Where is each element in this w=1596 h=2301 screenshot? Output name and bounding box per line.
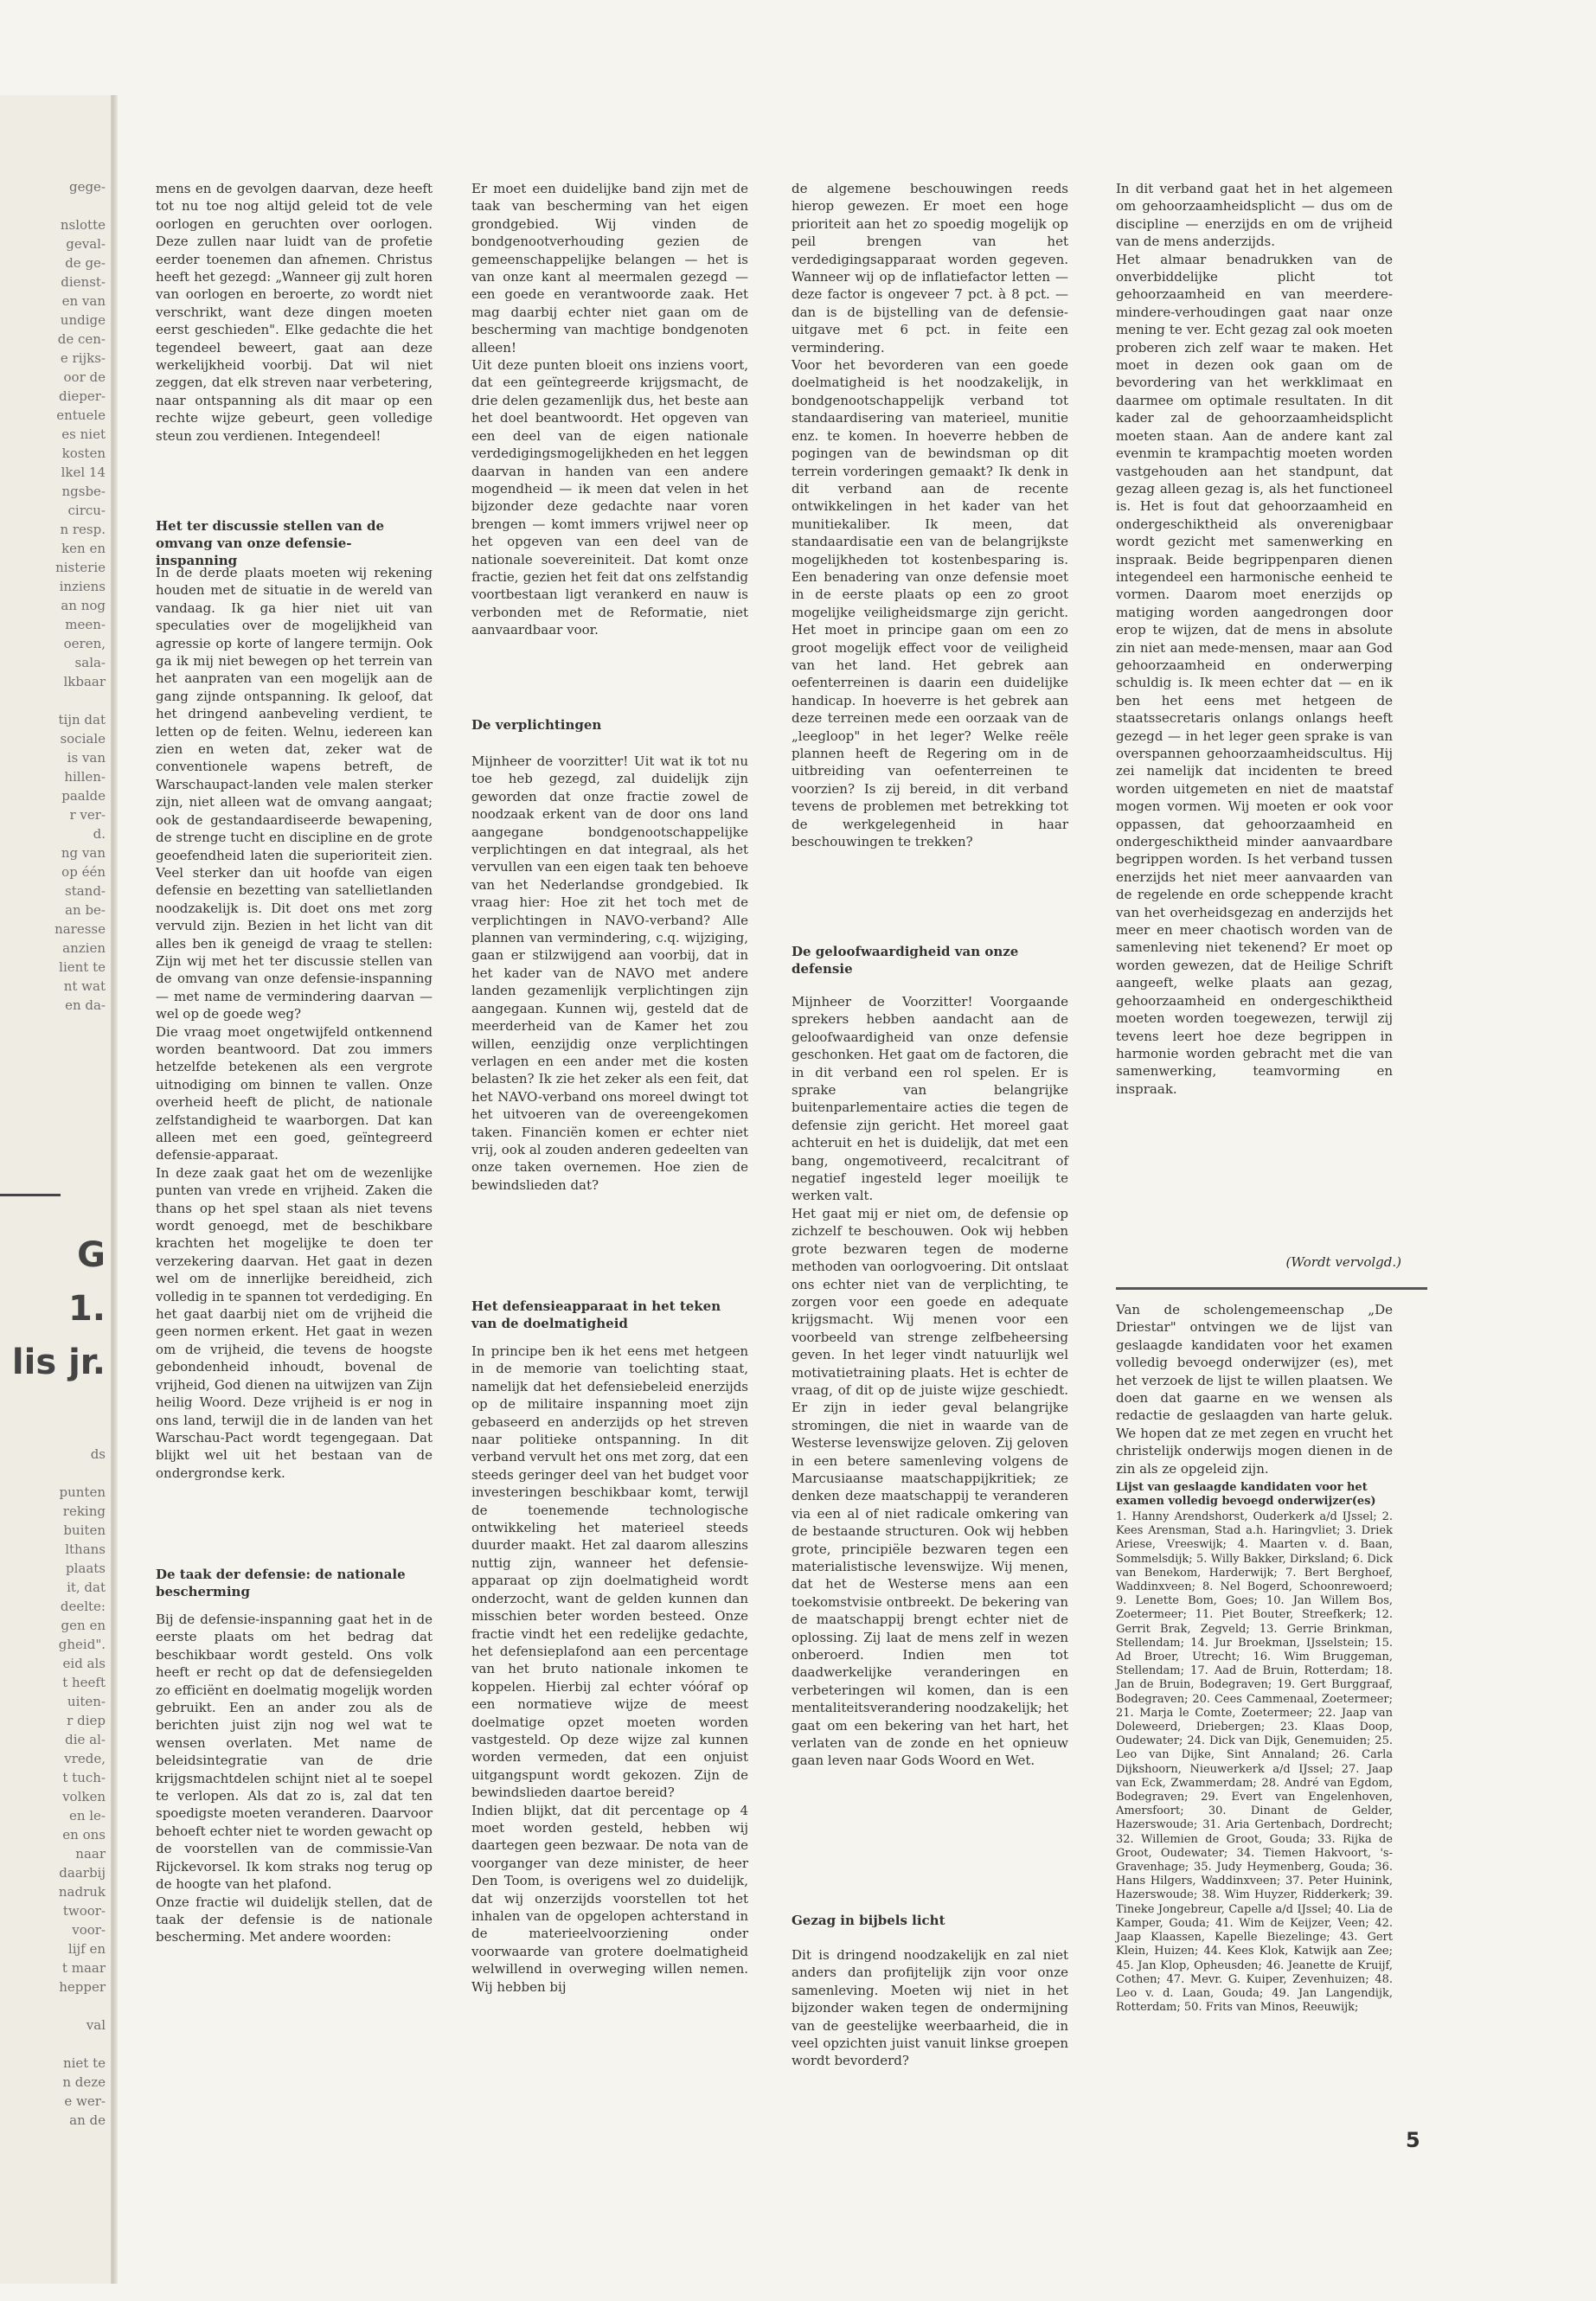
- previous-page-edge: [0, 95, 112, 2284]
- column-4-announcement: Van de scholengemeenschap „De Driestar" ontvingen we de lijst van geslaagde kandidaten voor het examen volledig bevoegd onderwijzer (es), met het verzoek de lijst te willen plaatsen. We doen dat gaarne en we wensen als redactie de geslaagden van harte geluk. We hopen dat ze met zegen en vrucht het christelijk onderwijs mogen dienen in de zin als ze opgeleid zijn.: [1116, 1302, 1393, 1477]
- column-3-paragraph-1: de algemene beschouwingen reeds hierop gewezen. Er moet een hoge prioriteit aan het zo spoedig mogelijk op peil brengen van het verdedigingsapparaat worden gegeven. Wanneer wij op de inflatiefactor letten — deze factor is ongeveer 7 pct. à 8 pct. — dan is de bijstelling van de defensie-uitgave met 6 pct. in feite een vermindering. Voor het bevorderen van een goede doelmatigheid is het noodzakelijk, in bondgenootschappelijk verband tot standaardisering van materieel, munitie enz. te komen. In hoeverre hebben de pogingen van de bewindsman op dit terrein vorderingen gemaakt? Ik denk in dit verband aan de recente ontwikkelingen in het kader van het munitiekaliber. Ik meen, dat standaardisatie een van de belangrijkste mogelijkheden tot kostenbesparing is. Een benadering van onze defensie moet in de eerste plaats op een zo groot mogelijke veiligheidsmarge zijn gericht. Het moet in principe gaan om een zo groot mogelijk effect voor de veiligheid van het land. Het gebrek aan oefenterreinen is daarin een duidelijke handicap. In hoeverre is het gebrek aan deze terreinen mede een oorzaak van de „leegloop" in het leger? Welke reële plannen heeft de Regering om in de uitbreiding van oefenterreinen te voorzien? Is zij bereid, in dit verband tevens de problemen met betrekking tot de werkgelegenheid in haar beschouwingen te trekken?: [792, 181, 1068, 850]
- column-2-heading-2: Het defensieapparaat in het teken van de doelmatigheid: [471, 1298, 721, 1331]
- column-1-heading-2: De taak der defensie: de nationale bescherming: [156, 1567, 406, 1599]
- previous-page-fragments: gege- nslotte geval- de ge- dienst- en van undige de cen- e rijks- oor de dieper- entuele es niet kosten lkel 14 ngsbe- circu- n resp. ken en nisterie inziens an nog meen- oeren, sala- lkbaar tijn dat sociale is van hillen- paalde r ver- d. ng van op één stand- an be- naresse anzien lient te nt wat en da-: [54, 179, 106, 1013]
- column-1-paragraph-1: mens en de gevolgen daarvan, deze heeft tot nu toe nog altijd geleid tot de vele oorlogen en geruchten over oorlogen. Deze zullen naar luidt van de profetie eerder toenemen dan afnemen. Christus heeft het gezegd: „Wanneer gij zult horen van oorlogen en beroerte, zo wordt niet verschrikt, want deze dingen moeten eerst geschieden". Elke gedachte die het tegendeel beweert, gaat aan deze werkelijkheid voorbij. Dat wil niet zeggen, dat elk streven naar verbetering, naar ontspanning als dit maar op een rechte wijze gebeurt, geen volledige steun zou verdienen. Integendeel!: [156, 181, 433, 444]
- column-3-paragraph-3: Dit is dringend noodzakelijk en zal niet anders dan profijtelijk zijn voor onze samenleving. Moeten wij niet in het bijzonder waken tegen de ondermijning van de geestelijke weerbaarheid, die in veel opzichten juist vanuit linkse groepen wordt bevorderd?: [792, 1947, 1068, 2069]
- continued-note: (Wordt vervolgd.): [1285, 1254, 1401, 1270]
- column-2-heading-1: De verplichtingen: [471, 717, 602, 733]
- column-3-heading-1: De geloofwaardigheid van onze defensie: [792, 944, 1019, 977]
- column-1-paragraph-3: Bij de defensie-inspanning gaat het in de eerste plaats om het bedrag dat beschikbaar wordt gesteld. Ons volk heeft er recht op dat de defensiegelden zo efficiënt en doelmatig mogelijk worden gebruikt. Een an ander zou als de berichten juist zijn nog wel wat te wensen overlaten. Met name de beleidsintegratie van de drie krijgsmachtdelen schijnt niet al te soepel te verlopen. Als dat zo is, zal dat ten spoedigste moeten veranderen. Daarvoor behoeft echter niet te worden gewacht op de voorstellen van de commissie-Van Rijckevorsel. Ik kom straks nog terug op de hoogte van het plafond. Onze fractie wil duidelijk stellen, dat de taak der defensie is de nationale bescherming. Met andere woorden:: [156, 1612, 433, 1945]
- column-4-divider: [1116, 1287, 1427, 1290]
- previous-page-title-fragments: G 1. lis jr.: [11, 1235, 106, 1382]
- column-3-heading-2: Gezag in bijbels licht: [792, 1913, 945, 1928]
- column-1-paragraph-2: In de derde plaats moeten wij rekening houden met de situatie in de wereld van vandaag. Ik ga hier niet uit van speculaties over de mogelijkheid van agressie op korte of langere termijn. Ook ga ik mij niet bewegen op het terrein van het aanpraten van een mogelijk aan de gang zijnde ontspanning. Ik geloof, dat het dringend aanbeveling verdient, te letten op de feiten. Welnu, iedereen kan zien en weten dat, zeker wat de conventionele wapens betreft, de Warschaupact-landen vele malen sterker zijn, niet alleen wat de omvang aangaat; ook de gestandaardiseerde bewapening, de strenge tucht en discipline en de grote geoefendheid laten die superioriteit zien. Veel sterker dan uit hoofde van eigen defensie en bezetting van satellietlanden noodzakelijk is. Dit doet ons met zorg vervuld zijn. Bezien in het licht van dit alles ben ik geneigd de vraag te stellen: Zijn wij met het ter discussie stellen van de omvang van onze defensie-inspanning — met name de vermindering daarvan — wel op de goede weg? Die vraag moet ongetwijfeld ontkennend worden beantwoord. Dat zou immers hetzelfde betekenen als een vergrote uitnodiging om binnen te vallen. Onze overheid heeft de plicht, de nationale zelfstandigheid te waarborgen. Dat kan alleen met een goed, geïntegreerd defensie-apparaat. In deze zaak gaat het om de wezenlijke punten van vrede en vrijheid. Zaken die thans op het spel staan als niet tevens wordt genoegd, met de beschikbare krachten het mogelijke te doen ter verzekering daarvan. Het gaat in dezen wel om de innerlijke bereidheid, zich volledig in te spannen tot verdediging. En het gaat daarbij niet om de vrijheid die geen normen erkent. Het gaat in wezen om de vrijheid, die tevens de hoogste gebondenheid inhoudt, bovenal de vrijheid, God dienen na uitwijzen van Zijn heilig Woord. Deze vrijheid is er nog in ons land, terwijl die in de landen van het Warschau-Pact wordt tegengegaan. Dat blijkt wel uit het bestaan van de ondergrondse kerk.: [156, 565, 433, 1481]
- column-2-paragraph-2: Mijnheer de voorzitter! Uit wat ik tot nu toe heb gezegd, zal duidelijk zijn geworden dat onze fractie zowel de noodzaak erkent van de door ons land aangegane bondgenootschappelijke verplichtingen en dat integraal, als het vervullen van een eigen taak ten behoeve van het Nederlandse grondgebied. Ik vraag hier: Hoe zit het toch met de verplichtingen in NAVO-verband? Alle plannen van vermindering, c.q. wijziging, gaan er stilzwijgend aan voorbij, dat in het kader van de NAVO met andere landen gezamenlijk verplichtingen zijn aangegaan. Kunnen wij, gesteld dat de meerderheid van de Kamer het zou willen, eenzijdig onze verplichtingen verlagen en een ander met die kosten belasten? Ik zie het zeker als een feit, dat het NAVO-verband ons moreel dwingt tot het uitvoeren van de overeengekomen taken. Financiën komen er echter niet vrij, ook al zouden anderen gedeelten van onze taken overnemen. Hoe zien de bewindslieden dat?: [471, 753, 748, 1193]
- graduates-list: 1. Hanny Arendshorst, Ouderkerk a/d IJssel; 2. Kees Arensman, Stad a.h. Haringvliet; 3. Driek Ariese, Vreeswijk; 4. Maarten v. d. Baan, Sommelsdijk; 5. Willy Bakker, Dirksland; 6. Dick van Benekom, Harderwijk; 7. Bert Berghoef, Waddinxveen; 8. Nel Bogerd, Schoonrewoerd; 9. Lenette Bom, Goes; 10. Jan Willem Bos, Zoetermeer; 11. Piet Bouter, Streefkerk; 12. Gerrit Brak, Zegveld; 13. Gerrie Brinkman, Stellendam; 14. Jur Broekman, IJsselstein; 15. Ad Broer, Utrecht; 16. Wim Bruggeman, Stellendam; 17. Aad de Bruin, Rotterdam; 18. Jan de Bruin, Bodegraven; 19. Gert Burggraaf, Bodegraven; 20. Cees Cammenaal, Zoetermeer; 21. Marja le Comte, Zoetermeer; 22. Jaap van Doleweerd, Driebergen; 23. Klaas Doop, Oudewater; 24. Dick van Dijk, Genemuiden; 25. Leo van Dijke, Sint Annaland; 26. Carla Dijkshoorn, Nieuwerkerk a/d IJssel; 27. Jaap van Eck, Zwammerdam; 28. André van Egdom, Bodegraven; 29. Evert van Engelenhoven, Amersfoort; 30. Dinant de Gelder, Hazerswoude; 31. Aria Gertenbach, Dordrecht; 32. Willemien de Groot, Gouda; 33. Rijka de Groot, Oudewater; 34. Tiemen Hakvoort, 's-Gravenhage; 35. Judy Heymenberg, Gouda; 36. Hans Hilgers, Waddinxveen; 37. Peter Huinink, Hazerswoude; 38. Wim Huyzer, Ridderkerk; 39. Tineke Jongebreur, Capelle a/d IJssel; 40. Lia de Kamper, Gouda; 41. Wim de Keijzer, Veen; 42. Jaap Klaassen, Kapelle Biezelinge; 43. Gert Klein, Huizen; 44. Kees Klok, Katwijk aan Zee; 45. Jan Klop, Opheusden; 46. Jeanette de Kruijf, Cothen; 47. Mevr. G. Kuiper, Zevenhuizen; 48. Leo v. d. Laan, Gouda; 49. Jan Langendijk, Rotterdam; 50. Frits van Minos, Reeuwijk;: [1116, 1510, 1393, 2015]
- graduates-list-title: Lijst van geslaagde kandidaten voor het examen volledig bevoegd onderwijzer(es): [1116, 1481, 1376, 1508]
- column-2-paragraph-1: Er moet een duidelijke band zijn met de taak van bescherming van het eigen grondgebied. Wij vinden de bondgenootverhouding gezien de gemeenschappelijke belangen — het is van onze kant al meermalen gezegd — een goede en verantwoorde zaak. Het mag daarbij echter niet gaan om de bescherming van machtige bondgenoten alleen! Uit deze punten bloeit ons inziens voort, dat een geïntegreerde krijgsmacht, de drie delen gezamenlijk dus, het beste aan het doel beantwoordt. Het opgeven van een deel van de eigen nationale verdedigingsmogelijkheden en het leggen daarvan in handen van een andere mogendheid — ik meen dat velen in het bijzonder deze gedachte naar voren brengen — komt immers vrijwel neer op het opgeven van een deel van de nationale soevereiniteit. Dat komt onze fractie, gezien het feit dat ons zelfstandig voortbestaan ligt verankerd en nauw is verbonden met de Reformatie, niet aanvaardbaar voor.: [471, 181, 748, 638]
- previous-page-rule: [0, 1194, 61, 1196]
- column-2-paragraph-3: In principe ben ik het eens met hetgeen in de memorie van toelichting staat, namelijk dat het defensiebeleid enerzijds op de militaire inspanning moet zijn gebaseerd en anderzijds op het streven naar politieke ontspanning. In dit verband vervult het ons met zorg, dat een steeds geringer deel van het budget voor investeringen beschikbaar komt, terwijl de toenemende technologische ontwikkeling het materieel steeds duurder maakt. Het zal daarom alleszins nuttig zijn, wanneer het defensie-apparaat op zijn doelmatigheid wordt onderzocht, want de gelden kunnen dan misschien beter worden besteed. Onze fractie vindt het een redelijke gedachte, het defensieplafond aan een percentage van het bruto nationale inkomen te koppelen. Hierbij zal echter vóóraf op een normatieve wijze de meest doelmatige opzet moeten worden vastgesteld. Op deze wijze zal kunnen worden vermeden, dat een onjuist uitgangspunt wordt gekozen. Zijn de bewindslieden daartoe bereid? Indien blijkt, dat dit percentage op 4 moet worden gesteld, hebben wij daartegen geen bezwaar. De nota van de voorganger van deze minister, de heer Den Toom, is overigens wel zo duidelijk, dat wij onzerzijds voorstellen tot het inhalen van de opgelopen achterstand in de materieelvoorziening onder voorwaarde van grotere doelmatigheid welwillend in overweging willen nemen. Wij hebben bij: [471, 1343, 748, 1995]
- page-number: 5: [1406, 2128, 1420, 2152]
- previous-page-lower-fragments: ds punten reking buiten lthans plaats it, dat deelte: gen en gheid". eid als t heeft uiten- r diep die al- vrede, t tuch- volken en le- en ons naar daarbij nadruk twoor- voor- lijf en t maar hepper val niet te n deze e wer- an de: [58, 1446, 106, 2128]
- column-4-paragraph-1: In dit verband gaat het in het algemeen om gehoorzaamheidsplicht — dus om de discipline — enerzijds en om de vrijheid van de mens anderzijds. Het almaar benadrukken van de onverbiddelijke plicht tot gehoorzaamheid en van meerdere-mindere-verhoudingen gaat naar onze mening te ver. Echt gezag zal ook moeten proberen zich zelf waar te maken. Het moet in dezen ook gaan om de bevordering van het werkklimaat en daarmee om optimale resultaten. In dit kader zal de gehoorzaamheidsplicht moeten staan. Aan de andere kant zal evenmin te krampachtig moeten worden vastgehouden aan het standpunt, dat gezag alleen gezag is, als het functioneel is. Het is fout dat gehoorzaamheid en ondergeschiktheid als onverenigbaar wordt gezicht met samenwerking en inspraak. Beide begrippenparen dienen integendeel een harmonische eenheid te vormen. Daarom moet enerzijds op matiging worden aangedrongen door erop te wijzen, dat de mens in absolute zin niet aan mede-mensen, maar aan God gehoorzaamheid en onderwerping schuldig is. Ik meen echter dat — en ik ben het eens met hetgeen de staatssecretaris onlangs onlangs heeft gezegd — in het leger geen sprake is van overspannen gehoorzaamheidscultus. Hij zei namelijk dat incidenten te breed worden uitgemeten en niet de maatstaf mogen vormen. Wij moeten er ook voor oppassen, dat gehoorzaamheid en ondergeschiktheid minder aanvaardbare begrippen worden. Is het verband tussen enerzijds het niet meer aanvaarden van de regelende en orde scheppende kracht van het overheidsgezag en anderzijds het meer en meer chaotisch worden van de samenleving niet tekenend? Er moet op worden gewezen, dat de Heilige Schrift aangeeft, welke plaats aan gezag, gehoorzaamheid en ondergeschiktheid moeten worden toegewezen, terwijl zij tevens leert hoe deze begrippen in harmonie worden gebracht met die van samenwerking, teamvorming en inspraak.: [1116, 181, 1393, 1097]
- column-3-paragraph-2: Mijnheer de Voorzitter! Voorgaande sprekers hebben aandacht aan de geloofwaardigheid van onze defensie geschonken. Het gaat om de factoren, die in dit verband een rol spelen. Er is sprake van belangrijke buitenparlementaire acties die tegen de defensie zijn gericht. Het moreel gaat achteruit en het is duidelijk, dat met een bang, ongemotiveerd, recalcitrant of negatief ingesteld leger moeilijk te werken valt. Het gaat mij er niet om, de defensie op zichzelf te beschouwen. Ook wij hebben grote bezwaren tegen de moderne methoden van oorlogvoering. Dit ontslaat ons echter niet van de verplichting, te zorgen voor een goede en adequate krijgsmacht. Wij menen voor een voorbeeld van strenge zelfbeheersing geven. In het leger vindt natuurlijk wel motivatietraining plaats. Het is echter de vraag, of dit op de juiste wijze geschiedt. Er zijn in ieder geval belangrijke stromingen, die niet in waarde van de Westerse levenswijze geloven. Zij geloven in een betere samenleving volgens de Marcusiaanse maatschappijkritiek; ze denken deze maatschappij te veranderen via een al of niet radicale omkering van de bestaande structuren. Ook wij hebben grote, principiële bezwaren tegen een materialistische levenswijze. Wij menen, dat het de Westerse mens aan een toekomstvisie ontbreekt. De bekering van de maatschappij brengt echter niet de oplossing. Zij laat de mens zelf in wezen onberoerd. Indien men tot daadwerkelijke veranderingen en verbeteringen wil komen, dan is een mentaliteitsverandering noodzakelijk; het gaat om een bekering van het hart, het verlaten van de zonde en het opnieuw gaan leven naar Gods Woord en Wet.: [792, 994, 1068, 1769]
- page-gutter: [112, 95, 118, 2284]
- column-1-heading-1: Het ter discussie stellen van de omvang van onze defensie-inspanning: [156, 518, 385, 568]
